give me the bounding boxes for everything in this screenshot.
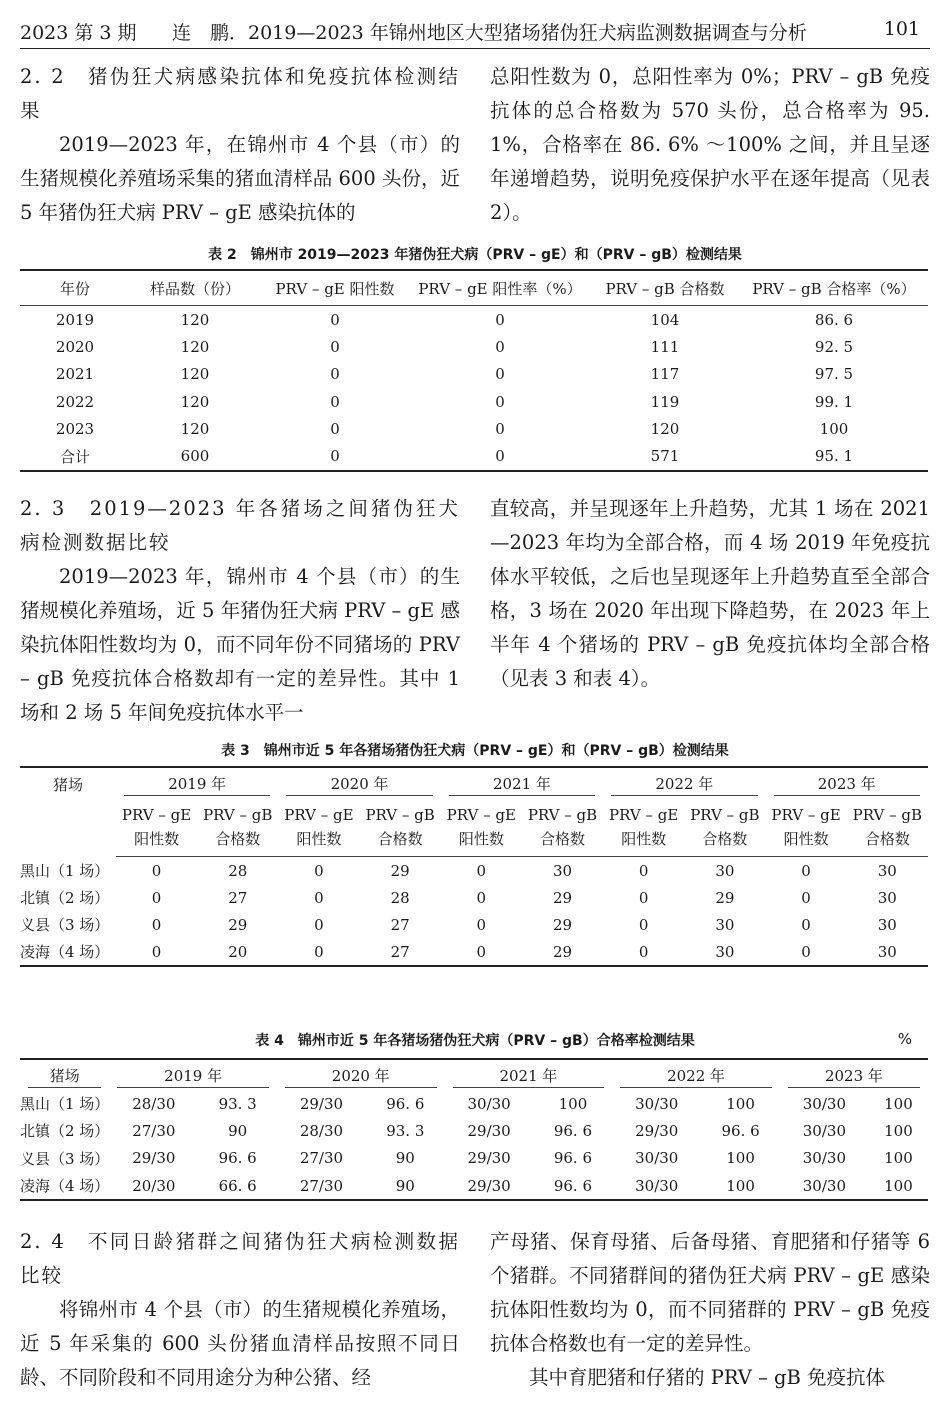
- table2-header: PRV – gE 阳性数: [260, 270, 410, 306]
- table-cell: 90: [228, 1121, 248, 1140]
- table-row: [20, 857, 928, 885]
- table-cell: 96. 6: [386, 1094, 425, 1113]
- table-cell: 30: [552, 861, 573, 880]
- farm-cell: 义县（3 场）: [20, 1149, 110, 1168]
- s23-paragraph: 2019—2023 年，锦州市 4 个县（市）的生猪规模化养殖场，近 5 年猪伪狂犬病 PRV – gE 感染抗体阳性数均为 0，而不同年份不同猪场的 PRV – gB 免疫抗体合格数却有一定的差异性。其中 1 场和 2 场 5 年间免疫抗体水平一: [20, 565, 460, 724]
- s24-paragraph-next: 其中育肥猪和仔猪的 PRV – gB 免疫抗体: [529, 1366, 886, 1389]
- issue-label: 2023 第 3 期: [20, 22, 137, 44]
- table2-header: PRV – gB 合格数: [590, 270, 740, 306]
- farm-cell: 义县（3 场）: [20, 916, 110, 934]
- s24-heading: 2. 4 不同日龄猪群之间猪伪狂犬病检测数据比较: [20, 1230, 460, 1287]
- running-header: [20, 14, 930, 49]
- table-row: [20, 361, 928, 388]
- table-cell: 100: [726, 1094, 755, 1113]
- table2-header: 年份: [20, 270, 130, 306]
- table3-subheader-ge: PRV – gE 阳性数: [116, 798, 197, 857]
- table-cell: 100: [726, 1176, 755, 1195]
- table-cell: 0: [638, 861, 649, 880]
- s23-paragraph-cont: 直较高，并呈现逐年上升趋势，尤其 1 场在 2021—2023 年均为全部合格，而 4 场 2019 年免疫抗体水平较低，之后也呈现逐年上升趋势直至全部合格，3 场在 2020 年出现下降趋势，在 2023 年上半年 4 个猪场的 PRV – gB 免疫抗体均全部合格（见表 3 和表 4）。: [490, 497, 930, 690]
- table-row: [20, 333, 928, 360]
- table-cell: 95. 1: [814, 447, 854, 466]
- table-cell: 0: [314, 915, 324, 934]
- table-cell: 0: [801, 915, 811, 934]
- farm-cell: 黑山（1 场）: [20, 1095, 110, 1114]
- table3-subheader-gb: PRV – gB 合格数: [360, 798, 441, 857]
- table-cell: 600: [180, 447, 210, 466]
- table2-header: PRV – gE 阳性率（%）: [410, 270, 590, 306]
- table3-year-header: 2019 年: [116, 767, 278, 798]
- table-cell: 90: [395, 1149, 415, 1168]
- table-cell: 120: [180, 392, 210, 411]
- table-cell: 0: [638, 942, 649, 961]
- table3-subheader-gb: PRV – gB 合格数: [847, 798, 928, 857]
- table-cell: 100: [884, 1149, 913, 1168]
- table-cell: 0: [801, 942, 811, 961]
- table-cell: 28/30: [132, 1094, 176, 1113]
- table3-farm-header: 猪场: [52, 776, 83, 794]
- table2-header: PRV – gB 合格率（%）: [740, 270, 928, 306]
- table-cell: 30/30: [467, 1094, 511, 1113]
- table-row: [20, 442, 928, 470]
- table-cell: 29: [390, 861, 410, 880]
- table-cell: 0: [476, 861, 487, 880]
- s22-heading: 2. 2 猪伪狂犬病感染抗体和免疫抗体检测结果: [20, 65, 460, 122]
- table-cell: 0: [314, 888, 324, 907]
- table3-year-header: 2021 年: [441, 767, 603, 798]
- farm-cell: 北镇（2 场）: [20, 889, 110, 907]
- s24-left-column: [20, 1225, 460, 1395]
- table-cell: 29/30: [635, 1121, 679, 1140]
- table3-subheader-gb: PRV – gB 合格数: [522, 798, 603, 857]
- table-cell: 120: [180, 337, 210, 356]
- table-cell: 96. 6: [721, 1121, 760, 1140]
- table-cell: 0: [314, 942, 324, 961]
- table3-subheader-ge: PRV – gE 阳性数: [278, 798, 359, 857]
- s23-right-column: [490, 492, 930, 696]
- table-cell: 96. 6: [553, 1149, 593, 1168]
- table2: [20, 269, 928, 472]
- table-cell: 2020: [55, 337, 95, 356]
- table3-subheader-ge: PRV – gE 阳性数: [766, 798, 847, 857]
- table-cell: 571: [650, 447, 680, 466]
- table-cell: 0: [476, 942, 487, 961]
- table3-subheader-ge: PRV – gE 阳性数: [441, 798, 522, 857]
- table-cell: 30: [715, 915, 735, 934]
- table-cell: 66. 6: [218, 1176, 257, 1195]
- table-cell: 28: [390, 888, 410, 907]
- table-row: [20, 1172, 928, 1200]
- table-cell: 0: [330, 392, 340, 411]
- table-cell: 2019: [55, 310, 95, 329]
- table-cell: 93. 3: [218, 1094, 257, 1113]
- table-cell: 30: [877, 861, 897, 880]
- table-cell: 0: [151, 915, 162, 934]
- farm-cell: 凌海（4 场）: [20, 943, 110, 961]
- table-cell: 97. 5: [814, 365, 854, 384]
- table-cell: 120: [180, 365, 210, 384]
- table4-year-header: 2023 年: [780, 1059, 928, 1090]
- table-cell: 30/30: [802, 1176, 846, 1195]
- table-row: [20, 415, 928, 442]
- table-cell: 29/30: [132, 1149, 176, 1168]
- table3-subheader-gb: PRV – gB 合格数: [684, 798, 765, 857]
- table4-unit: %: [897, 1030, 912, 1048]
- table-cell: 0: [330, 310, 340, 329]
- table-cell: 0: [495, 419, 505, 438]
- s22-left-column: [20, 60, 460, 230]
- table-row: [20, 306, 928, 334]
- s23-left-column: [20, 492, 460, 730]
- table-cell: 0: [476, 915, 487, 934]
- table-row: [20, 388, 928, 415]
- table-cell: 0: [330, 447, 340, 466]
- table-cell: 96. 6: [553, 1176, 593, 1195]
- table2-caption: 表 2 锦州市 2019—2023 年猪伪狂犬病（PRV – gE）和（PRV – gB）检测结果: [208, 247, 742, 263]
- table-cell: 合计: [59, 447, 90, 466]
- table-cell: 29: [552, 942, 573, 961]
- table-cell: 100: [884, 1176, 913, 1195]
- table-row: [20, 1117, 928, 1144]
- table3-year-header: 2020 年: [278, 767, 440, 798]
- table-cell: 27: [228, 888, 248, 907]
- table-cell: 20/30: [132, 1176, 176, 1195]
- table-cell: 27: [390, 915, 410, 934]
- table-cell: 0: [638, 915, 649, 934]
- table-cell: 120: [650, 419, 680, 438]
- table4-year-header: 2021 年: [445, 1059, 613, 1090]
- table-cell: 20: [228, 942, 248, 961]
- farm-cell: 凌海（4 场）: [20, 1177, 110, 1196]
- table-cell: 100: [884, 1121, 913, 1140]
- table-cell: 2022: [55, 392, 95, 411]
- table-cell: 2023: [55, 419, 95, 438]
- table-cell: 30/30: [802, 1149, 846, 1168]
- table-cell: 120: [180, 310, 210, 329]
- table-cell: 29: [228, 915, 248, 934]
- s24-paragraph-cont: 产母猪、保育母猪、后备母猪、育肥猪和仔猪等 6 个猪群。不同猪群间的猪伪狂犬病 PRV – gE 感染抗体阳性数均为 0，而不同猪群的 PRV – gB 免疫抗体合格数也有一定的差异性。: [490, 1230, 930, 1355]
- table-cell: 86. 6: [814, 310, 854, 329]
- s22-paragraph-cont: 总阳性数为 0，总阳性率为 0%；PRV – gB 免疫抗体的总合格数为 570 头份，总合格率为 95. 1%，合格率在 86. 6% ～100% 之间，并且呈逐年递增趋势，说明免疫保护水平在逐年提高（见表 2）。: [490, 65, 930, 224]
- table-cell: 30: [877, 915, 897, 934]
- table-cell: 30: [877, 942, 897, 961]
- table-cell: 117: [650, 365, 680, 384]
- table-cell: 30/30: [802, 1121, 846, 1140]
- table-cell: 30/30: [635, 1094, 679, 1113]
- table-row: [20, 938, 928, 966]
- table-cell: 0: [330, 337, 340, 356]
- table-cell: 96. 6: [553, 1121, 593, 1140]
- table-cell: 92. 5: [814, 337, 854, 356]
- s23-heading: 2. 3 2019—2023 年各猪场之间猪伪狂犬病检测数据比较: [20, 497, 460, 554]
- s22-paragraph: 2019—2023 年，在锦州市 4 个县（市）的生猪规模化养殖场采集的猪血清样品 600 头份，近 5 年猪伪狂犬病 PRV – gE 感染抗体的: [20, 133, 460, 224]
- table3-caption: 表 3 锦州市近 5 年各猪场猪伪狂犬病（PRV – gE）和（PRV – gB）检测结果: [221, 743, 729, 759]
- table-cell: 96. 6: [218, 1149, 257, 1168]
- table-cell: 99. 1: [814, 392, 854, 411]
- table-cell: 0: [495, 447, 505, 466]
- table-cell: 29/30: [299, 1094, 344, 1113]
- farm-cell: 黑山（1 场）: [20, 861, 110, 880]
- table-cell: 29/30: [467, 1149, 511, 1168]
- running-title: 连 鹏．2019—2023 年锦州地区大型猪场猪伪狂犬病监测数据调查与分析: [172, 22, 807, 44]
- table-cell: 0: [151, 861, 162, 880]
- table-cell: 27/30: [299, 1149, 344, 1168]
- table-cell: 0: [330, 419, 340, 438]
- table2-header: 样品数（份）: [130, 270, 260, 306]
- table-cell: 30: [715, 861, 735, 880]
- table-cell: 30/30: [802, 1094, 846, 1113]
- table-row: [20, 884, 928, 911]
- table-cell: 0: [151, 888, 162, 907]
- table-cell: 119: [650, 392, 680, 411]
- table-cell: 104: [650, 310, 680, 329]
- table3: [20, 766, 928, 967]
- s22-right-column: [490, 60, 930, 230]
- s24-right-column: [490, 1225, 930, 1395]
- table4-farm-header: 猪场: [20, 1059, 109, 1090]
- table-row: [20, 911, 928, 938]
- table-cell: 0: [151, 942, 162, 961]
- table-cell: 0: [801, 888, 811, 907]
- table-cell: 0: [476, 888, 487, 907]
- table-cell: 100: [819, 419, 849, 438]
- table4: [20, 1058, 928, 1201]
- table-cell: 93. 3: [386, 1121, 425, 1140]
- table-cell: 120: [180, 419, 210, 438]
- page-number: 101: [883, 18, 920, 40]
- table-cell: 0: [495, 392, 505, 411]
- table-row: [20, 1145, 928, 1172]
- table-cell: 29/30: [467, 1176, 511, 1195]
- table3-year-header: 2023 年: [766, 767, 929, 798]
- table-cell: 0: [330, 365, 340, 384]
- table-cell: 100: [884, 1094, 913, 1113]
- table-cell: 30: [715, 942, 735, 961]
- table3-subheader-ge: PRV – gE 阳性数: [603, 798, 684, 857]
- table-cell: 100: [726, 1149, 755, 1168]
- table-cell: 0: [638, 888, 649, 907]
- table-cell: 30/30: [635, 1176, 679, 1195]
- table-cell: 27: [390, 942, 410, 961]
- table-cell: 28: [228, 861, 248, 880]
- table-cell: 0: [495, 337, 505, 356]
- table-cell: 2021: [55, 365, 95, 384]
- table-cell: 30/30: [635, 1149, 679, 1168]
- table3-subheader-gb: PRV – gB 合格数: [197, 798, 278, 857]
- table3-year-header: 2022 年: [603, 767, 765, 798]
- table-cell: 27/30: [299, 1176, 344, 1195]
- table-cell: 90: [395, 1176, 415, 1195]
- table-cell: 29: [552, 915, 573, 934]
- table-cell: 30: [877, 888, 897, 907]
- table-cell: 29: [715, 888, 735, 907]
- table4-caption: 表 4 锦州市近 5 年各猪场猪伪狂犬病（PRV – gB）合格率检测结果: [255, 1033, 695, 1049]
- s24-paragraph: 将锦州市 4 个县（市）的生猪规模化养殖场，近 5 年采集的 600 头份猪血清样品按照不同日龄、不同阶段和不同用途分为种公猪、经: [20, 1298, 460, 1389]
- table-cell: 0: [314, 861, 324, 880]
- table-cell: 0: [495, 310, 505, 329]
- table4-year-header: 2019 年: [109, 1059, 277, 1090]
- table4-year-header: 2020 年: [277, 1059, 445, 1090]
- table-cell: 27/30: [132, 1121, 176, 1140]
- table-cell: 100: [558, 1094, 588, 1113]
- table-cell: 28/30: [299, 1121, 344, 1140]
- table4-year-header: 2022 年: [612, 1059, 780, 1090]
- table-cell: 0: [495, 365, 505, 384]
- table-cell: 29: [552, 888, 573, 907]
- table-cell: 29/30: [467, 1121, 511, 1140]
- table-cell: 111: [650, 337, 680, 356]
- table-cell: 0: [801, 861, 811, 880]
- table-row: [20, 1090, 928, 1117]
- farm-cell: 北镇（2 场）: [20, 1122, 110, 1141]
